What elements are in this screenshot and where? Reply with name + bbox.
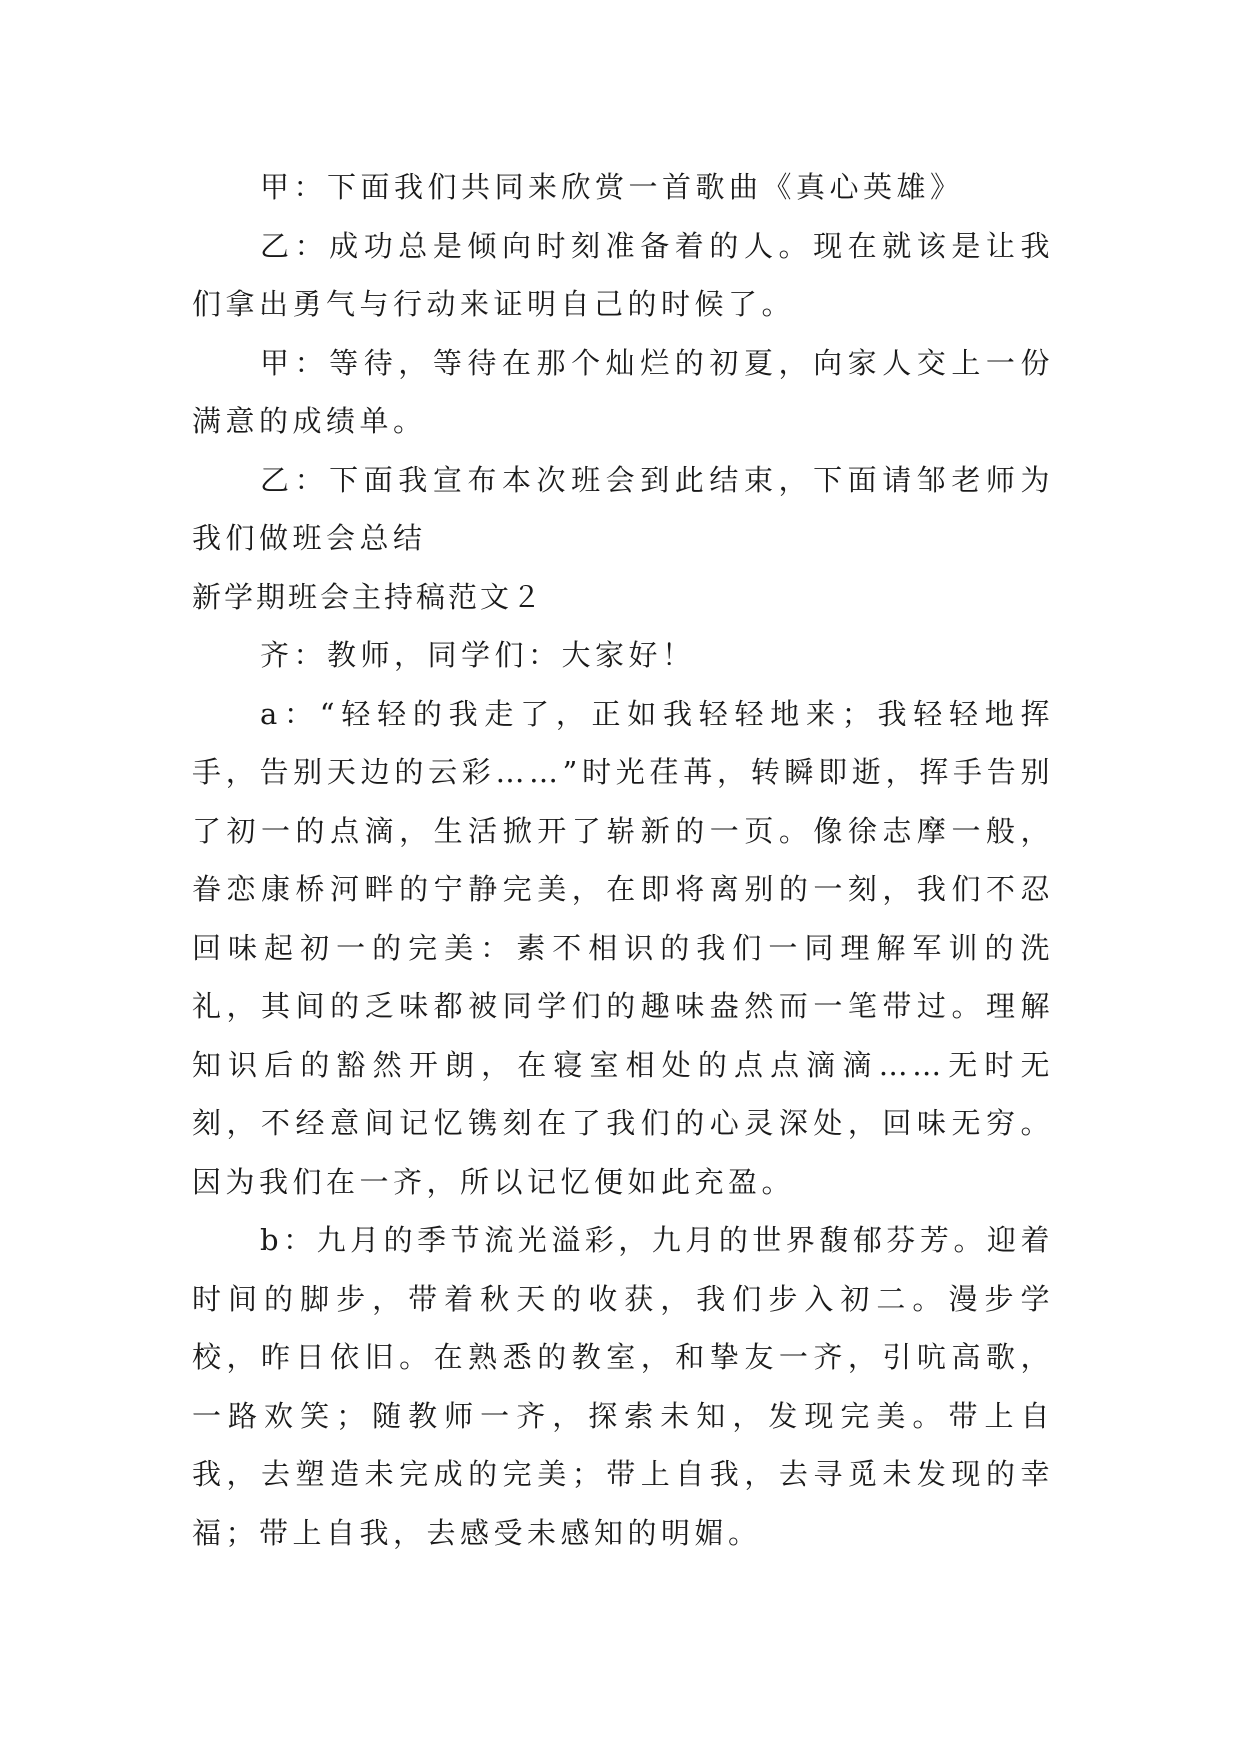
- paragraph-b-september: b：九月的季节流光溢彩，九月的世界馥郁芬芳。迎着时间的脚步，带着秋天的收获，我们步入初二。漫步学校，昨日依旧。在熟悉的教室，和挚友一齐，引吭高歌，一路欢笑；随教师一齐，探索未知，发现完美。带上自我，去塑造未完成的完美；带上自我，去寻觅未发现的幸福；带上自我，去感受未感知的明媚。: [192, 1223, 1054, 1550]
- paragraph-yi-closing: 乙：下面我宣布本次班会到此结束，下面请邹老师为我们做班会总结: [192, 462, 1054, 555]
- paragraph-a-memories: a：“轻轻的我走了，正如我轻轻地来；我轻轻地挥手，告别天边的云彩……”时光荏苒，转瞬即逝，挥手告别了初一的点滴，生活掀开了崭新的一页。像徐志摩一般，眷恋康桥河畔的宁静完美，在即将离别的一刻，我们不忍回味起初一的完美：素不相识的我们一同理解军训的洗礼，其间的乏味都被同学们的趣味盎然而一笔带过。理解知识后的豁然开朗，在寝室相处的点点滴滴……无时无刻，不经意间记忆镌刻在了我们的心灵深处，回味无穷。因为我们在一齐，所以记忆便如此充盈。: [192, 696, 1054, 1199]
- paragraph-jia-waiting: 甲：等待，等待在那个灿烂的初夏，向家人交上一份满意的成绩单。: [192, 345, 1054, 438]
- document-body: [192, 158, 1054, 1562]
- paragraph-yi-courage: 乙：成功总是倾向时刻准备着的人。现在就该是让我们拿出勇气与行动来证明自己的时候了。: [192, 228, 1054, 321]
- paragraph-qi-greeting: 齐：教师，同学们：大家好！: [260, 638, 696, 672]
- section-heading: 新学期班会主持稿范文２: [192, 579, 545, 614]
- paragraph-jia-song: 甲：下面我们共同来欣赏一首歌曲《真心英雄》: [260, 170, 964, 204]
